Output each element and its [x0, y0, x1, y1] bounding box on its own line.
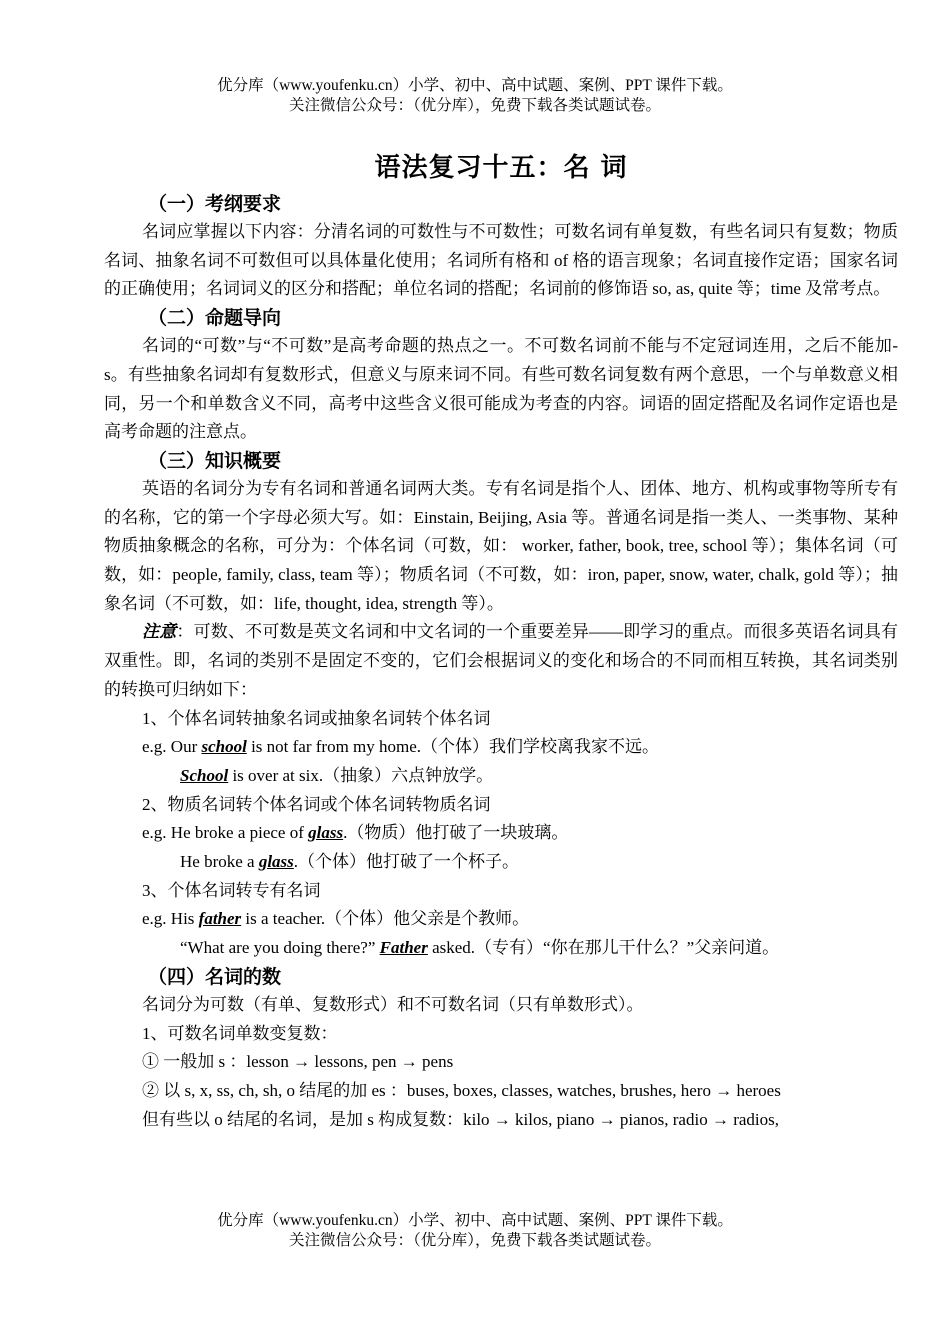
conversion-2-example-1: [104, 819, 898, 848]
conversion-1-example-1: [104, 733, 898, 762]
example-text: e.g. He broke a piece of: [142, 823, 309, 843]
example-keyword: school: [201, 737, 247, 757]
example-keyword: glass: [258, 852, 294, 872]
example-text: .（物质）他打破了一块玻璃。: [343, 823, 569, 843]
example-text: asked.（专有）“你在那儿干什么？”父亲问道。: [427, 938, 780, 958]
footer-line-2: 关注微信公众号：（优分库），免费下载各类试题试卷。: [288, 1232, 661, 1249]
section-4-subheading: 1、可数名词单数变复数：: [142, 1023, 338, 1043]
example-text: e.g. Our: [142, 737, 202, 757]
section-heading-3: （三）知识概要: [148, 449, 282, 472]
example-text: is over at six.（抽象）六点钟放学。: [228, 765, 494, 785]
header-line-1: 优分库（www.youfenku.cn）小学、初中、高中试题、案例、PPT 课件下载。: [217, 77, 733, 94]
section-1-paragraph: 名词应掌握以下内容：分清名词的可数性与不可数性；可数名词有单复数，有些名词只有复数；物质名词、抽象名词不可数但可以具体量化使用；名词所有格和 of 格的语言现象；名词直接作定语；国家名词的正确使用；名词词义的区分和搭配；单位名词的搭配；名词前的修饰语 so, as, quite 等；time 及常考点。: [104, 222, 898, 299]
section-4-intro: 名词分为可数（有单、复数形式）和不可数名词（只有单数形式）。: [142, 994, 644, 1014]
section-heading-1: （一）考纲要求: [148, 193, 282, 215]
note-label: 注意: [142, 622, 177, 642]
example-keyword: glass: [308, 823, 344, 843]
example-text: is a teacher.（个体）他父亲是个教师。: [241, 909, 530, 929]
example-keyword: School: [180, 765, 229, 785]
conversion-2-example-2: [104, 848, 898, 877]
example-text: e.g. His: [142, 909, 199, 929]
conversion-3-title: 3、个体名词转专有名词: [142, 880, 321, 900]
plural-rule-3: 但有些以 o 结尾的名词，是加 s 构成复数：kilo → kilos, piano → pianos, radio → radios,: [142, 1109, 780, 1129]
page-title: 语法复习十五：名 词: [374, 153, 628, 183]
example-keyword: Father: [379, 938, 428, 958]
section-heading-2: （二）命题导向: [148, 307, 282, 330]
note-paragraph: [104, 618, 898, 704]
plural-rule-2: ② 以 s, x, ss, ch, sh, o 结尾的加 es ：buses, boxes, classes, watches, brushes, hero → heroes: [142, 1080, 781, 1100]
conversion-3-example-1: [104, 905, 898, 934]
conversion-3-example-2: [104, 934, 898, 963]
conversion-1-example-2: [104, 762, 898, 791]
conversion-2-title: 2、物质名词转个体名词或个体名词转物质名词: [142, 794, 491, 814]
example-text: .（个体）他打破了一个杯子。: [293, 852, 520, 872]
conversion-1-title: 1、个体名词转抽象名词或抽象名词转个体名词: [142, 708, 491, 728]
section-3-paragraph: 英语的名词分为专有名词和普通名词两大类。专有名词是指个人、团体、地方、机构或事物等所专有的名称，它的第一个字母必须大写。如：Einstain, Beijing, Asia 等。普通名词是指一类人、一类事物、某种物质抽象概念的名称，可分为：个体名词（可数，如： worker, father, book, tree, school 等）；集体名词（可数，如：people, family, class, team 等）；物质名词（不可数，如：iron, paper, snow, water, chalk, gold 等）；抽象名词（不可数，如：life, thought, idea, strength 等）。: [104, 478, 898, 613]
example-text: He broke a: [180, 852, 259, 872]
header-line-2: 关注微信公众号：（优分库），免费下载各类试题试卷。: [288, 97, 661, 114]
footer-line-1: 优分库（www.youfenku.cn）小学、初中、高中试题、案例、PPT 课件下载。: [217, 1212, 733, 1229]
example-text: “What are you doing there?”: [180, 938, 380, 958]
section-heading-4: （四）名词的数: [148, 965, 282, 988]
example-keyword: father: [198, 909, 242, 929]
note-text: ：可数、不可数是英文名词和中文名词的一个重要差异——即学习的重点。而很多英语名词具有双重性。即，名词的类别不是固定不变的，它们会根据词义的变化和场合的不同而相互转换，其名词类别的转换可归纳如下：: [104, 622, 899, 699]
document-body: [104, 148, 898, 1134]
section-2-paragraph: 名词的“可数”与“不可数”是高考命题的热点之一。不可数名词前不能与不定冠词连用，之后不能加-s。有些抽象名词却有复数形式，但意义与原来词不同。有些可数名词复数有两个意思，一个与单数意义相同，另一个和单数含义不同，高考中这些含义很可能成为考查的内容。词语的固定搭配及名词作定语也是高考命题的注意点。: [104, 336, 898, 442]
page-header: [0, 76, 950, 116]
page-footer: [0, 1211, 950, 1251]
plural-rule-1: ① 一般加 s ：lesson → lessons, pen → pens: [142, 1052, 454, 1072]
example-text: is not far from my home.（个体）我们学校离我家不远。: [246, 737, 660, 757]
